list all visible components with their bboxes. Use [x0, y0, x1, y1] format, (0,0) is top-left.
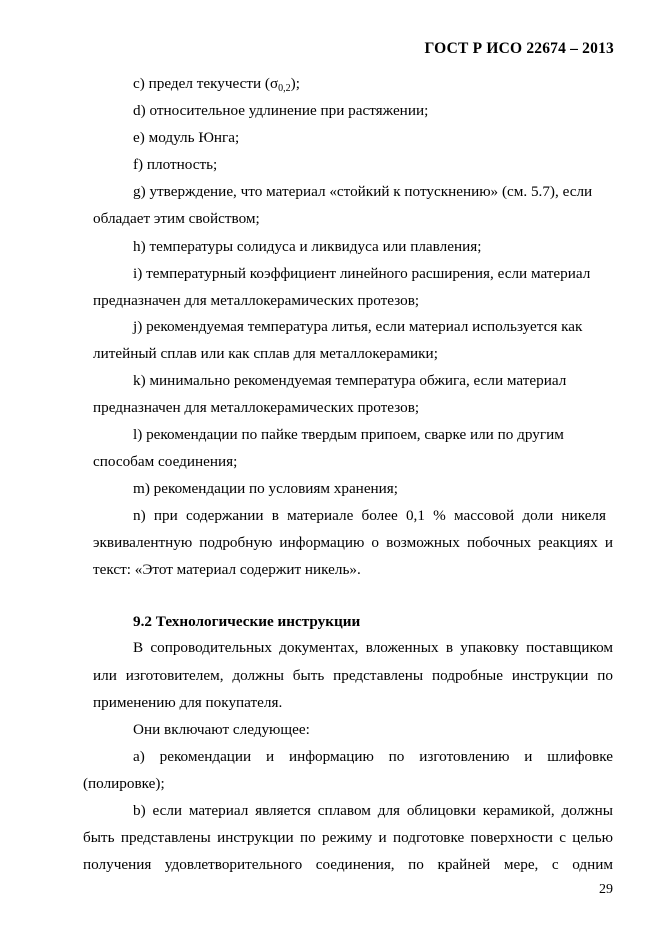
- list-item-c-text-end: );: [290, 75, 300, 92]
- list-item-l-line2: способам соединения;: [93, 453, 238, 470]
- list-item-e: e) модуль Юнга;: [133, 129, 240, 146]
- list-item-h: h) температуры солидуса и ликвидуса или плавления;: [133, 238, 482, 255]
- list-item-c-subscript: 0,2: [278, 83, 291, 94]
- list-item-g-line1: g) утверждение, что материал «стойкий к потускнению» (см. 5.7), если: [133, 183, 593, 200]
- list-item-j-line1: j) рекомендуемая температура литья, если материал используется как: [133, 318, 583, 335]
- list-item-k-line1: k) минимально рекомендуемая температура обжига, если материал: [133, 372, 567, 389]
- list-item-n-line2: эквивалентную подробную информацию о возможных побочных реакциях и: [93, 534, 613, 551]
- list-item-n-line3: текст: «Этот материал содержит никель».: [93, 561, 361, 578]
- paragraph1-line3: применению для покупателя.: [93, 694, 283, 711]
- list-item-c: [133, 75, 300, 98]
- document-header: ГОСТ Р ИСО 22674 – 2013: [424, 40, 614, 57]
- item-b-line1: b) если материал является сплавом для облицовки керамикой, должны: [133, 802, 613, 819]
- paragraph1-line1: В сопроводительных документах, вложенных в упаковку поставщиком: [133, 639, 613, 656]
- page-number: 29: [599, 882, 613, 897]
- list-item-n-line1: n) при содержании в материале более 0,1 % массовой доли никеля: [133, 507, 606, 524]
- paragraph2: Они включают следующее:: [133, 721, 310, 738]
- item-b-line2: быть представлены инструкции по режиму и подготовке поверхности с целью: [83, 829, 613, 846]
- item-a-line1: а) рекомендации и информацию по изготовлению и шлифовке: [133, 748, 613, 765]
- list-item-l-line1: l) рекомендации по пайке твердым припоем, сварке или по другим: [133, 426, 564, 443]
- paragraph1-line2: или изготовителем, должны быть представлены подробные инструкции по: [93, 667, 613, 684]
- list-item-i-line2: предназначен для металлокерамических протезов;: [93, 292, 420, 309]
- section-heading: 9.2 Технологические инструкции: [133, 613, 361, 630]
- list-item-j-line2: литейный сплав или как сплав для металлокерамики;: [93, 345, 438, 362]
- list-item-c-text: c) предел текучести (σ: [133, 75, 279, 92]
- list-item-d: d) относительное удлинение при растяжении;: [133, 102, 429, 119]
- item-b-line3: получения удовлетворительного соединения, по крайней мере, с одним: [83, 856, 613, 873]
- list-item-k-line2: предназначен для металлокерамических протезов;: [93, 399, 420, 416]
- list-item-f: f) плотность;: [133, 156, 218, 173]
- list-item-g-line2: обладает этим свойством;: [93, 210, 260, 227]
- list-item-i-line1: i) температурный коэффициент линейного расширения, если материал: [133, 265, 591, 282]
- item-a-line2: (полировке);: [83, 775, 165, 792]
- list-item-m: m) рекомендации по условиям хранения;: [133, 480, 399, 497]
